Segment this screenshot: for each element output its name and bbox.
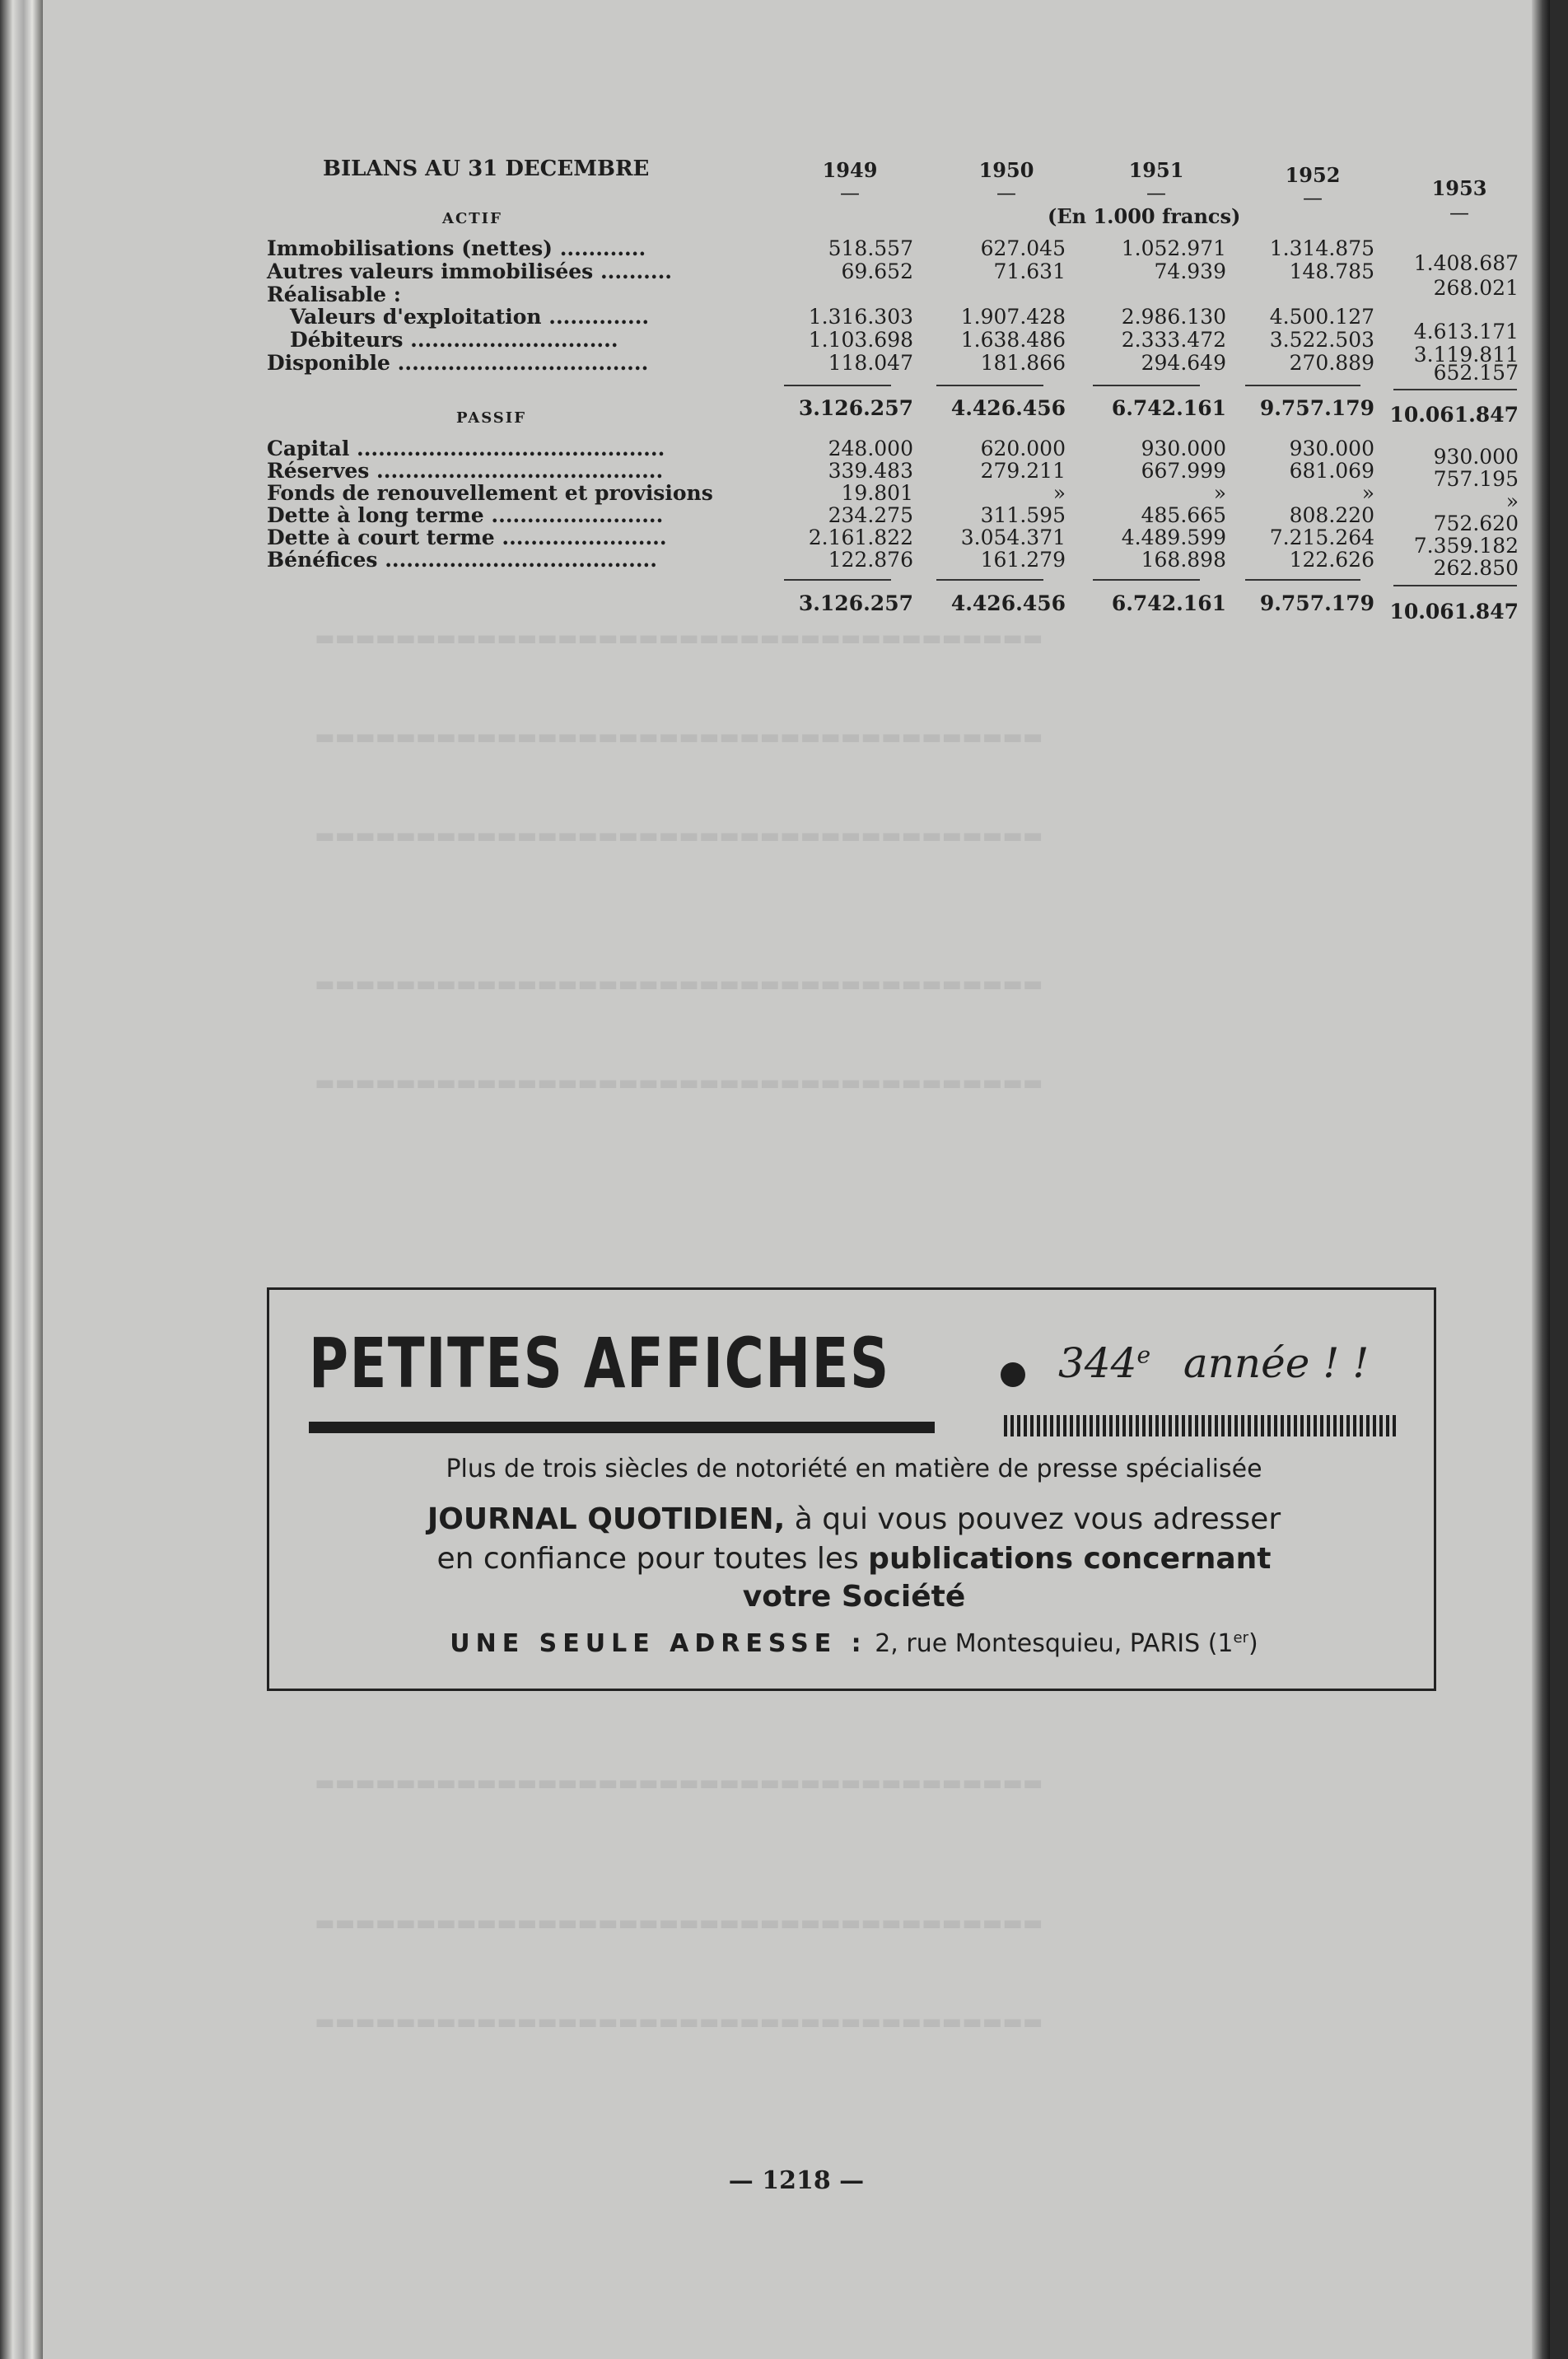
row-label: Fonds de renouvellement et provisions [267,481,713,505]
cell-value: 518.557 [828,236,913,260]
cell-value: 268.021 [1433,276,1519,300]
sum-rule [784,385,891,386]
cell-value: 7.215.264 [1269,526,1374,549]
cell-value: 627.045 [980,236,1066,260]
address-label: UNE SEULE ADRESSE : [450,1629,867,1658]
total-value: 9.757.179 [1259,396,1374,420]
row-label: Débiteurs ............................. [290,328,618,352]
cell-value: » [1213,481,1226,505]
cell-value: 118.047 [828,351,913,375]
cell-value: 930.000 [1433,445,1519,469]
year-header: 1950 [978,158,1034,182]
row-label: Valeurs d'exploitation .............. [290,305,650,329]
cell-value: 74.939 [1154,259,1226,283]
bleed-through: ▬▬▬▬▬▬▬▬▬▬▬▬▬▬▬▬▬▬▬▬▬▬▬▬▬▬▬▬▬▬▬▬▬▬▬▬ [315,725,1043,750]
cell-value: 262.850 [1433,556,1519,580]
ad-line-societe: votre Société [742,1580,966,1614]
year-header: 1952 [1285,163,1341,187]
cell-value: 930.000 [1289,437,1374,460]
cell-value: 148.785 [1289,259,1374,283]
cell-value: 122.626 [1289,548,1374,572]
cell-value: 667.999 [1141,459,1226,483]
cell-value: 681.069 [1289,459,1374,483]
cell-value: 270.889 [1289,351,1374,375]
bleed-through: ▬▬▬▬▬▬▬▬▬▬▬▬▬▬▬▬▬▬▬▬▬▬▬▬▬▬▬▬▬▬▬▬▬▬▬▬ [315,626,1043,651]
year-dash: — [1303,186,1323,209]
cell-value: 1.316.303 [808,305,913,329]
passif-heading: PASSIF [456,409,526,427]
bleed-through: ▬▬▬▬▬▬▬▬▬▬▬▬▬▬▬▬▬▬▬▬▬▬▬▬▬▬▬▬▬▬▬▬▬▬▬▬ [315,1911,1043,1936]
sum-rule [1245,385,1360,386]
cell-value: 69.652 [841,259,913,283]
year-dash: — [1449,201,1469,224]
table-title: BILANS AU 31 DECEMBRE [323,156,650,181]
ad-solid-rule [309,1422,935,1433]
cell-value: 19.801 [841,481,913,505]
sum-rule [784,579,891,581]
total-value: 10.061.847 [1389,403,1519,427]
total-value: 4.426.456 [950,591,1066,615]
cell-value: 4.500.127 [1269,305,1374,329]
sum-rule [1393,389,1517,390]
table-row [267,548,1535,580]
sum-rule [936,385,1043,386]
cell-value: » [1052,481,1066,505]
table-row [267,481,1535,513]
sum-rule [1093,385,1200,386]
total-value: 6.742.161 [1111,591,1226,615]
document-page [43,0,1550,2359]
table-row [267,351,1535,385]
cell-value: 339.483 [828,459,913,483]
passif-total-row [267,591,1535,624]
cell-value: 2.333.472 [1121,328,1226,352]
cell-value: 808.220 [1289,503,1374,527]
cell-value: » [1361,481,1374,505]
total-value: 10.061.847 [1389,600,1519,624]
advertisement-box [267,1287,1436,1691]
anniversary-number: 344 [1058,1339,1137,1387]
cell-value: 234.275 [828,503,913,527]
cell-value: 248.000 [828,437,913,460]
row-label: Réalisable : [267,283,401,306]
row-label: Immobilisations (nettes) ............ [267,236,646,260]
ad-text: en confiance pour toutes les [436,1542,869,1576]
cell-value: 3.054.371 [960,526,1066,549]
cell-value: 1.907.428 [960,305,1066,329]
table-row [267,526,1535,558]
ad-line-journal [269,1502,1439,1536]
cell-value: 4.489.599 [1121,526,1226,549]
anniversary-suffix: e [1136,1341,1151,1369]
table-row [267,437,1535,469]
year-header: 1949 [822,158,878,182]
row-label: Dette à court terme ....................... [267,526,667,549]
cell-value: 294.649 [1141,351,1226,375]
ad-text-bold: publications concernant [868,1542,1272,1576]
journal-quotidien: JOURNAL QUOTIDIEN, [427,1502,786,1536]
cell-value: 311.595 [980,503,1066,527]
row-label: Capital ........................................... [267,437,665,460]
total-value: 4.426.456 [950,396,1066,420]
ad-anniversary [1058,1339,1369,1387]
cell-value: 168.898 [1141,548,1226,572]
cell-value: 930.000 [1141,437,1226,460]
cell-value: 485.665 [1141,503,1226,527]
sum-rule [1393,585,1517,586]
cell-value: 1.408.687 [1413,251,1519,275]
cell-value: 3.119.811 [1413,343,1519,367]
bleed-through: ▬▬▬▬▬▬▬▬▬▬▬▬▬▬▬▬▬▬▬▬▬▬▬▬▬▬▬▬▬▬▬▬▬▬▬▬ [315,824,1043,848]
bleed-through: ▬▬▬▬▬▬▬▬▬▬▬▬▬▬▬▬▬▬▬▬▬▬▬▬▬▬▬▬▬▬▬▬▬▬▬▬ [315,1071,1043,1095]
page-edge [1532,0,1550,2359]
year-header: 1951 [1128,158,1184,182]
row-label: Bénéfices ...................................... [267,548,657,572]
cell-value: 1.314.875 [1269,236,1374,260]
table-row [267,283,1535,305]
cell-value: 1.103.698 [808,328,913,352]
book-spine [0,0,43,2359]
sum-rule [936,579,1043,581]
bullet-icon [1001,1362,1025,1387]
cell-value: 122.876 [828,548,913,572]
year-dash: — [1146,181,1166,204]
cell-value: 161.279 [980,548,1066,572]
row-label: Réserves ........................................ [267,459,664,483]
cell-value: 652.157 [1433,361,1519,385]
cell-value: 7.359.182 [1413,534,1519,558]
total-value: 9.757.179 [1259,591,1374,615]
address-end: ) [1248,1629,1258,1658]
year-dash: — [840,181,860,204]
sum-rule [1093,579,1200,581]
cell-value: 757.195 [1433,467,1519,491]
table-row [267,459,1535,491]
year-dash: — [996,181,1016,204]
total-value: 3.126.257 [798,591,913,615]
cell-value: 2.161.822 [808,526,913,549]
ad-subtitle: Plus de trois siècles de notoriété en matière de presse spécialisée [446,1455,1262,1483]
cell-value: 620.000 [980,437,1066,460]
cell-value: » [1505,489,1519,513]
cell-value: 2.986.130 [1121,305,1226,329]
cell-value: 279.211 [980,459,1066,483]
bleed-through: ▬▬▬▬▬▬▬▬▬▬▬▬▬▬▬▬▬▬▬▬▬▬▬▬▬▬▬▬▬▬▬▬▬▬▬▬ [315,2010,1043,2034]
page-number: — 1218 — [728,2166,865,2195]
ad-line-confiance [269,1542,1439,1576]
cell-value: 752.620 [1433,512,1519,535]
row-label: Autres valeurs immobilisées .......... [267,259,672,283]
ad-address [269,1629,1439,1658]
actif-heading: ACTIF [442,210,502,227]
cell-value: 71.631 [993,259,1066,283]
year-header: 1953 [1431,176,1487,200]
sum-rule [1245,579,1360,581]
cell-value: 4.613.171 [1413,320,1519,343]
ad-title: PETITES AFFICHES [309,1323,890,1404]
cell-value: 1.052.971 [1121,236,1226,260]
cell-value: 3.522.503 [1269,328,1374,352]
table-row [267,503,1535,535]
address-text: 2, rue Montesquieu, PARIS (1 [866,1629,1234,1658]
row-label: Disponible ................................... [267,351,649,375]
row-label: Dette à long terme ........................ [267,503,664,527]
address-sup: er [1233,1629,1249,1647]
cell-value: 181.866 [980,351,1066,375]
ad-text: à qui vous pouvez vous adresser [785,1502,1281,1536]
bleed-through: ▬▬▬▬▬▬▬▬▬▬▬▬▬▬▬▬▬▬▬▬▬▬▬▬▬▬▬▬▬▬▬▬▬▬▬▬ [315,1771,1043,1796]
unit-label: (En 1.000 francs) [1048,204,1241,228]
total-value: 3.126.257 [798,396,913,420]
ad-hatched-rule [1004,1415,1399,1436]
total-value: 6.742.161 [1111,396,1226,420]
anniversary-text: année ! ! [1183,1339,1370,1387]
bleed-through: ▬▬▬▬▬▬▬▬▬▬▬▬▬▬▬▬▬▬▬▬▬▬▬▬▬▬▬▬▬▬▬▬▬▬▬▬ [315,972,1043,997]
cell-value: 1.638.486 [960,328,1066,352]
